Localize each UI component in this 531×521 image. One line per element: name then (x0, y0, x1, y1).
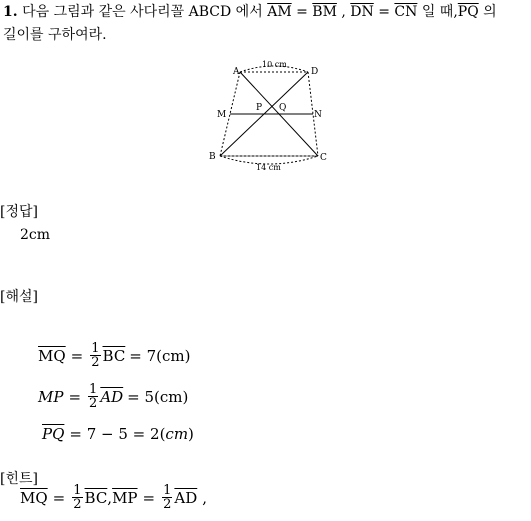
hint-a-numerator: 1 (73, 483, 82, 498)
eq2-numerator: 1 (89, 382, 98, 397)
answer-label: [정답] (0, 204, 38, 220)
hint-b-denominator: 2 (163, 497, 172, 512)
segment-cn: $\overline{CN}$ (394, 4, 418, 20)
label-bottom-length: 14 cm (256, 163, 281, 172)
hint-b-lhs: $\overline{MP}$ (112, 488, 138, 507)
segment-dn: $\overline{DN}$ (350, 4, 374, 20)
hint-comma: , (107, 488, 113, 507)
label-q: Q (279, 103, 287, 113)
eq3-unit: cm (165, 425, 189, 443)
hint-tail: , (202, 488, 208, 507)
equals-sign: = (378, 4, 390, 20)
eq2-denominator: 2 (89, 396, 98, 411)
comma: , (341, 4, 346, 20)
eq2-segment: $\overline{AD}$ (100, 387, 124, 406)
eq3-lhs: $\overline{PQ}$ (42, 425, 65, 443)
segment-pq: $\overline{PQ}$ (457, 4, 479, 20)
eq1-lhs: $\overline{MQ}$ (38, 346, 66, 365)
eq1-numerator: 1 (91, 341, 100, 356)
hint-a-denominator: 2 (73, 497, 82, 512)
eq1-segment: $\overline{BC}$ (102, 346, 126, 365)
hint-a-lhs: $\overline{MQ}$ (20, 488, 48, 507)
explanation-eq-2 (38, 383, 188, 410)
hint-b-segment: $\overline{AD}$ (174, 488, 198, 507)
label-b: B (209, 152, 216, 162)
hint-a-segment: $\overline{BC}$ (84, 488, 108, 507)
label-d: D (311, 67, 319, 77)
label-a: A (233, 67, 240, 77)
eq1-denominator: 2 (91, 355, 100, 370)
eq2-lhs: MP (38, 387, 64, 406)
eq1-equals: = (70, 346, 84, 365)
label-top-length: 10 cm (262, 60, 287, 69)
hint-a-fraction (72, 484, 82, 511)
hint-a-equals: = (52, 488, 66, 507)
hint-formula (20, 484, 207, 511)
eq1-fraction (90, 342, 100, 369)
question-line-1 (3, 2, 497, 22)
segment-bm: $\overline{BM}$ (312, 4, 337, 20)
trapezoid-figure (200, 56, 335, 174)
hint-b-equals: = (142, 488, 156, 507)
question-text-c: 의 (483, 4, 497, 20)
label-p: P (256, 103, 263, 113)
eq1-rhs: = 7(cm) (129, 346, 191, 365)
eq2-equals: = (68, 387, 82, 406)
hint-b-numerator: 1 (163, 483, 172, 498)
hint-label: [힌트] (0, 471, 38, 487)
answer-value: 2cm (20, 227, 51, 243)
equals-sign: = (296, 4, 308, 20)
label-m: M (217, 110, 227, 120)
hint-b-fraction (162, 484, 172, 511)
question-text-b: 일 때, (421, 4, 458, 20)
question-line-2: 길이를 구하여라. (3, 27, 107, 43)
explanation-eq-1 (38, 342, 191, 369)
explanation-label: [해설] (0, 289, 38, 305)
eq2-rhs: = 5(cm) (127, 387, 189, 406)
segment-am: $\overline{AM}$ (267, 4, 292, 20)
explanation-eq-3 (42, 425, 194, 443)
label-n: N (314, 110, 322, 120)
eq2-fraction (88, 383, 98, 410)
question-text-a: 다음 그림과 같은 사다리꼴 ABCD 에서 (22, 4, 263, 20)
question-number: 1. (3, 4, 18, 20)
label-c: C (320, 153, 327, 163)
eq3-rhs-b: ) (188, 425, 194, 443)
eq3-rhs-a: = 7 − 5 = 2( (69, 425, 166, 443)
